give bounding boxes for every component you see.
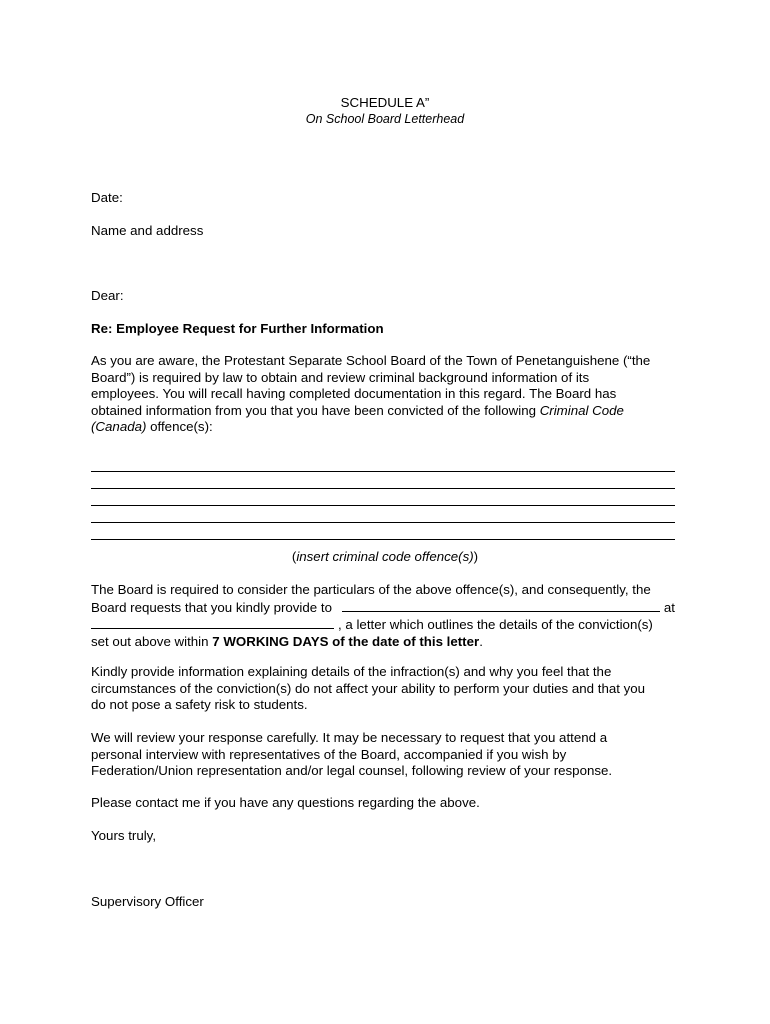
paragraph-line: personal interview with representatives of the Board, accompanied if you wish by xyxy=(91,746,567,762)
paragraph-line: do not pose a safety risk to students. xyxy=(91,697,308,712)
caption-text: insert criminal code offence(s) xyxy=(296,549,474,564)
text-span: The Board is required to consider the particulars of the above offence(s), and consequently, the xyxy=(91,582,651,597)
paragraph-intro xyxy=(91,353,681,436)
blank-line[interactable] xyxy=(91,523,675,540)
caption-open: ( xyxy=(291,549,297,564)
paragraph-explain xyxy=(91,664,681,714)
signature-title: Supervisory Officer xyxy=(91,894,204,909)
text-span: . xyxy=(479,633,483,649)
paragraph-line: circumstances of the conviction(s) do not affect your ability to perform your duties and that you xyxy=(91,680,646,696)
paragraph-line xyxy=(91,634,675,651)
paragraph-line: employees. You will recall having completed documentation in this regard. The Board has xyxy=(91,386,617,401)
schedule-title: SCHEDULE A” xyxy=(340,95,430,110)
blank-line[interactable] xyxy=(91,472,675,489)
criminal-code-ref: Criminal Code xyxy=(539,402,624,418)
subject-line: Re: Employee Request for Further Information xyxy=(91,321,384,336)
text-span: , a letter which outlines the details of the conviction(s) xyxy=(338,617,653,632)
paragraph-line: Board”) is required by law to obtain and review criminal background information of its xyxy=(91,369,590,385)
paragraph-line xyxy=(91,403,681,420)
blank-line[interactable] xyxy=(91,455,675,472)
offence-caption xyxy=(0,549,770,566)
paragraph-line xyxy=(91,582,675,599)
offence-blank-lines[interactable] xyxy=(91,455,675,540)
name-address-label: Name and address xyxy=(91,223,204,238)
paragraph-line: Kindly provide information explaining details of the infraction(s) and why you feel that the xyxy=(91,664,612,679)
blank-line[interactable] xyxy=(91,506,675,523)
paragraph-contact: Please contact me if you have any questions regarding the above. xyxy=(91,795,480,810)
paragraph-line: Federation/Union representation and/or legal counsel, following review of your response. xyxy=(91,763,613,778)
text-span: offence(s): xyxy=(146,419,213,434)
text-span: Board requests that you kindly provide to xyxy=(91,599,332,615)
paragraph-line: We will review your response carefully. It may be necessary to request that you attend a xyxy=(91,730,608,745)
salutation: Dear: xyxy=(91,288,124,303)
paragraph-request xyxy=(91,582,675,650)
recipient-blank[interactable] xyxy=(342,599,660,612)
paragraph-review xyxy=(91,730,681,780)
location-blank[interactable] xyxy=(91,616,334,629)
paragraph-line xyxy=(91,599,675,617)
text-span: obtained information from you that you have been convicted of the following xyxy=(91,402,540,418)
date-label: Date: xyxy=(91,190,123,205)
paragraph-line xyxy=(91,616,675,634)
canada-ref: (Canada) xyxy=(91,419,147,434)
blank-line[interactable] xyxy=(91,489,675,506)
paragraph-line: As you are aware, the Protestant Separate School Board of the Town of Penetanguishene (“the xyxy=(91,353,651,368)
deadline-text: 7 WORKING DAYS of the date of this letter xyxy=(212,633,480,649)
paragraph-line xyxy=(91,419,681,436)
text-span: set out above within xyxy=(91,633,213,649)
caption-close: ) xyxy=(473,549,479,564)
text-span: at xyxy=(663,599,675,615)
closing: Yours truly, xyxy=(91,828,157,843)
letterhead-note: On School Board Letterhead xyxy=(305,112,465,126)
